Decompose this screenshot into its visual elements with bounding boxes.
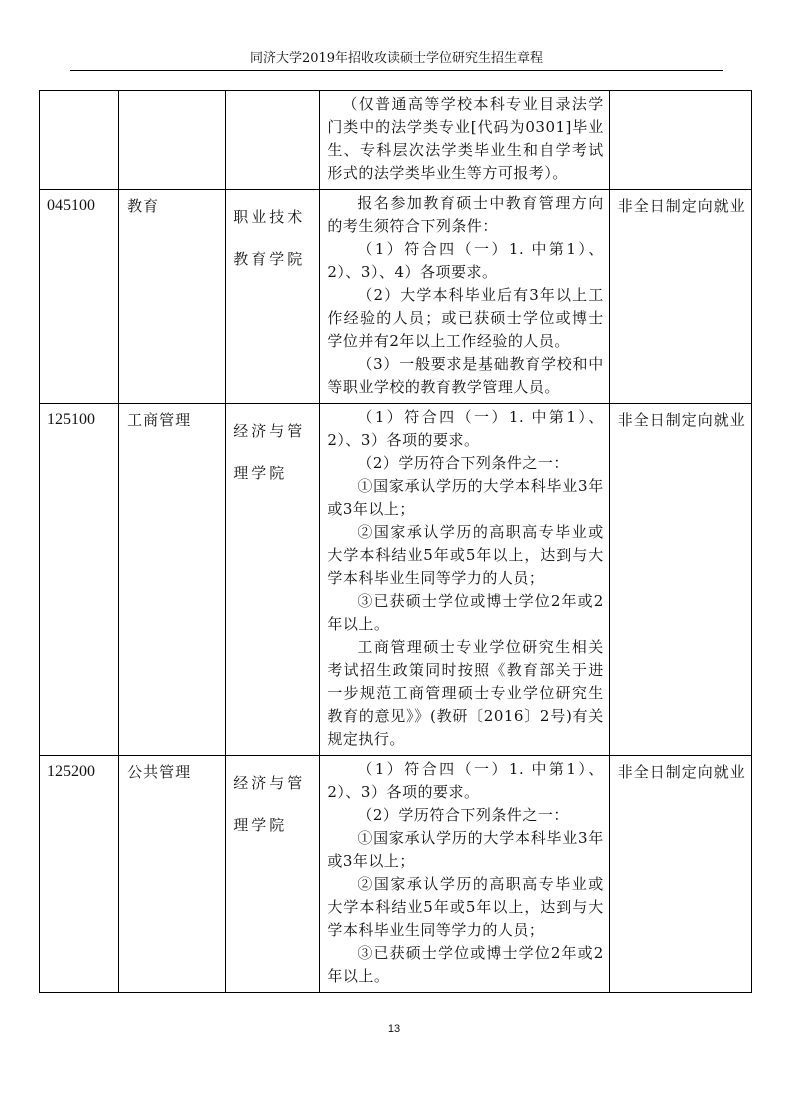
college-name-cell: [226, 404, 320, 756]
study-mode: [610, 91, 751, 97]
requirements: [320, 190, 608, 403]
study-mode: 非全日制定向就业: [617, 197, 746, 215]
program-code-cell: [40, 756, 119, 993]
requirement-paragraph: 工商管理硕士专业学位研究生相关考试招生政策同时按照《教育部关于进一步规范工商管理硕士专业学位研究生教育的意见》》(教研〔2016〕2号)有关规定执行。: [327, 638, 604, 748]
study-mode-cell: [609, 756, 751, 993]
study-mode-cell: [609, 404, 751, 756]
requirement-paragraph: （仅普通高等学校本科专业目录法学门类中的法学类专业[代码为0301]毕业生、专科层次法学类毕业生和自学考试形式的法学类毕业生等方可报考）。: [327, 95, 604, 182]
program-name: 工商管理: [127, 411, 192, 429]
requirement-paragraph: ③已获硕士学位或博士学位2年或2年以上。: [327, 944, 604, 985]
requirement-paragraph: （2）学历符合下列条件之一：: [357, 454, 569, 472]
requirements: [320, 91, 608, 189]
requirement-paragraph: ②国家承认学历的高职高专毕业或大学本科结业5年或5年以上，达到与大学本科毕业生同等学力的人员；: [327, 523, 604, 587]
requirement-paragraph: ①国家承认学历的大学本科毕业3年或3年以上；: [327, 477, 604, 518]
requirements-cell: [320, 91, 609, 190]
college-name-cell: [226, 91, 320, 190]
table-row: [40, 756, 752, 993]
program-code: [40, 91, 118, 97]
program-table: [39, 90, 752, 993]
program-code-cell: [40, 404, 119, 756]
page-number: 13: [387, 1023, 401, 1035]
requirement-paragraph: ③已获硕士学位或博士学位2年或2年以上。: [327, 592, 604, 633]
requirements-cell: [320, 756, 609, 993]
program-code-cell: [40, 91, 119, 190]
study-mode: 非全日制定向就业: [617, 411, 746, 429]
program-name: 教育: [127, 197, 160, 215]
requirements-cell: [320, 190, 609, 404]
requirement-paragraph: ②国家承认学历的高职高专毕业或大学本科结业5年或5年以上，达到与大学本科毕业生同等学力的人员；: [327, 875, 604, 939]
college-name: 经济与管理学院: [233, 422, 306, 482]
table-row: [40, 190, 752, 404]
requirement-paragraph: 报名参加教育硕士中教育管理方向的考生须符合下列条件：: [327, 194, 604, 235]
program-code: 125100: [47, 411, 95, 428]
header-rule: [70, 70, 723, 71]
program-name: 公共管理: [127, 763, 192, 781]
requirement-paragraph: （3）一般要求是基础教育学校和中等职业学校的教育教学管理人员。: [327, 355, 604, 396]
requirements-cell: [320, 404, 609, 756]
requirement-paragraph: ①国家承认学历的大学本科毕业3年或3年以上；: [327, 829, 604, 870]
requirement-paragraph: （1）符合四（一）1. 中第1）、2）、3）各项的要求。: [327, 760, 604, 801]
program-name: [119, 91, 225, 97]
table-row: [40, 91, 752, 190]
requirement-paragraph: （1）符合四（一）1. 中第1）、2）、3）、4）各项要求。: [327, 240, 604, 281]
requirement-paragraph: （2）大学本科毕业后有3年以上工作经验的人员；或已获硕士学位或博士学位并有2年以上工作经验的人员。: [327, 286, 604, 350]
college-name: 经济与管理学院: [233, 774, 306, 834]
program-code-cell: [40, 190, 119, 404]
requirement-paragraph: （2）学历符合下列条件之一：: [357, 806, 569, 824]
college-name: 职业技术教育学院: [233, 208, 306, 268]
study-mode: 非全日制定向就业: [617, 763, 746, 781]
study-mode-cell: [609, 190, 751, 404]
program-name-cell: [119, 404, 226, 756]
college-name: [226, 91, 319, 97]
program-name-cell: [119, 190, 226, 404]
program-code: 045100: [47, 197, 95, 214]
college-name-cell: [226, 756, 320, 993]
program-name-cell: [119, 91, 226, 190]
college-name-cell: [226, 190, 320, 404]
page-header-title: 同济大学2019年招收攻读硕士学位研究生招生章程: [249, 51, 544, 66]
table-row: [40, 404, 752, 756]
requirement-paragraph: （1）符合四（一）1. 中第1）、2）、3）各项的要求。: [327, 408, 604, 449]
requirements: [320, 404, 608, 755]
program-code: 125200: [47, 763, 95, 780]
program-name-cell: [119, 756, 226, 993]
requirements: [320, 756, 608, 992]
study-mode-cell: [609, 91, 751, 190]
